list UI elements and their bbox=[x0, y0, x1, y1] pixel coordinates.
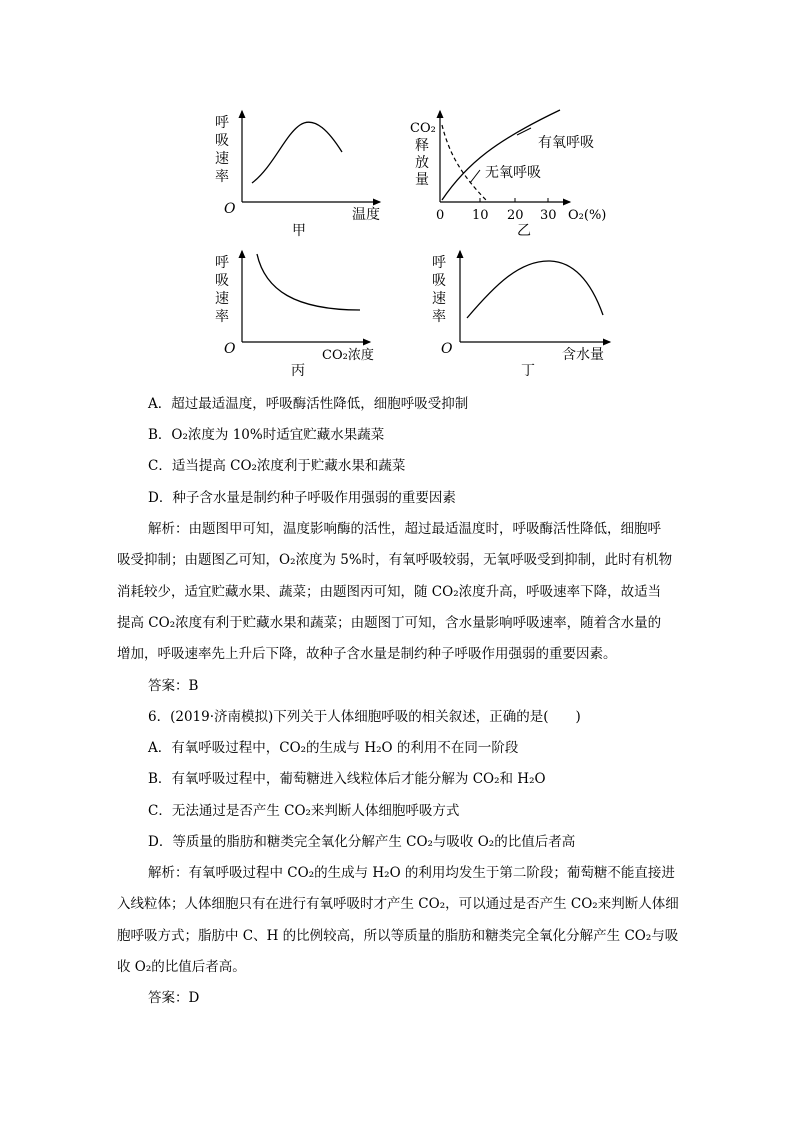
jia-origin: O bbox=[224, 201, 236, 217]
jia-ylabel-2: 吸 bbox=[215, 133, 229, 149]
yi-tick-20: 20 bbox=[507, 208, 524, 223]
bing-ylabel-1: 呼 bbox=[215, 255, 229, 271]
yi-aerobic-curve bbox=[442, 110, 560, 200]
yi-tick-10: 10 bbox=[472, 208, 489, 223]
ding-xlabel: 含水量 bbox=[562, 347, 604, 363]
jia-ylabel-1: 呼 bbox=[215, 115, 229, 131]
bing-origin: O bbox=[224, 341, 236, 357]
yi-ylabel-1: 释 bbox=[415, 138, 429, 154]
yi-caption: 乙 bbox=[517, 223, 531, 239]
chart-bing bbox=[215, 251, 374, 379]
q6-stem: 6．(2019·济南模拟)下列关于人体细胞呼吸的相关叙述，正确的是( ) bbox=[148, 709, 581, 725]
q6-analysis-line-4: 收 O₂的比值后者高。 bbox=[117, 959, 246, 975]
ding-caption: 丁 bbox=[521, 363, 535, 379]
q5-option-a: A．超过最适温度，呼吸酶活性降低，细胞呼吸受抑制 bbox=[148, 396, 469, 412]
bing-caption: 丙 bbox=[291, 363, 305, 379]
ding-ylabel-3: 速 bbox=[432, 291, 446, 307]
q6-analysis-line-2: 入线粒体；人体细胞只有在进行有氧呼吸时才产生 CO₂，可以通过是否产生 CO₂来判断人体细 bbox=[117, 896, 679, 912]
q6-option-b: B．有氧呼吸过程中，葡萄糖进入线粒体后才能分解为 CO₂和 H₂O bbox=[148, 771, 546, 787]
respiration-figure bbox=[205, 105, 625, 380]
q5-analysis-line-1: 解析：由题图甲可知，温度影响酶的活性，超过最适温度时，呼吸酶活性降低，细胞呼 bbox=[148, 521, 661, 537]
q5-analysis-line-3: 消耗较少，适宜贮藏水果、蔬菜；由题图丙可知，随 CO₂浓度升高，呼吸速率下降，故适当 bbox=[117, 584, 662, 600]
yi-xlabel: O₂(%) bbox=[568, 208, 607, 223]
chart-jia bbox=[215, 111, 380, 239]
q5-analysis-line-5: 增加，呼吸速率先上升后下降，故种子含水量是制约种子呼吸作用强弱的重要因素。 bbox=[117, 646, 617, 662]
jia-ylabel-3: 速 bbox=[215, 151, 229, 167]
jia-curve bbox=[252, 122, 342, 183]
yi-ylabel-co2: CO₂ bbox=[410, 121, 436, 136]
ding-ylabel-2: 吸 bbox=[432, 273, 446, 289]
q6-option-c: C．无法通过是否产生 CO₂来判断人体细胞呼吸方式 bbox=[148, 803, 460, 819]
yi-anaerobic-label: 无氧呼吸 bbox=[485, 165, 541, 181]
yi-origin: 0 bbox=[436, 208, 445, 223]
bing-ylabel-2: 吸 bbox=[215, 273, 229, 289]
q6-analysis-line-1: 解析：有氧呼吸过程中 CO₂的生成与 H₂O 的利用均发生于第二阶段；葡萄糖不能直接进 bbox=[148, 865, 675, 881]
q5-answer: 答案：B bbox=[148, 678, 199, 694]
q5-option-b: B．O₂浓度为 10%时适宜贮藏水果蔬菜 bbox=[148, 427, 385, 443]
q5-option-c: C．适当提高 CO₂浓度利于贮藏水果和蔬菜 bbox=[148, 458, 406, 474]
q6-answer: 答案：D bbox=[148, 990, 200, 1006]
ding-ylabel-4: 率 bbox=[432, 309, 446, 325]
q6-option-a: A．有氧呼吸过程中，CO₂的生成与 H₂O 的利用不在同一阶段 bbox=[148, 740, 519, 756]
ding-curve bbox=[467, 261, 603, 318]
yi-ylabel-2: 放 bbox=[415, 155, 429, 171]
yi-ylabel-3: 量 bbox=[415, 172, 429, 188]
ding-ylabel-1: 呼 bbox=[432, 255, 446, 271]
q5-option-d: D．种子含水量是制约种子呼吸作用强弱的重要因素 bbox=[148, 490, 456, 506]
chart-ding bbox=[432, 251, 610, 379]
jia-caption: 甲 bbox=[292, 223, 306, 239]
ding-origin: O bbox=[441, 341, 453, 357]
yi-tick-30: 30 bbox=[540, 208, 557, 223]
q6-analysis-line-3: 胞呼吸方式；脂肪中 C、H 的比例较高，所以等质量的脂肪和糖类完全氧化分解产生 CO₂与吸 bbox=[117, 928, 679, 944]
jia-xlabel: 温度 bbox=[352, 207, 380, 223]
yi-aerobic-label: 有氧呼吸 bbox=[538, 135, 594, 151]
bing-xlabel: CO₂浓度 bbox=[322, 348, 374, 363]
q6-option-d: D．等质量的脂肪和糖类完全氧化分解产生 CO₂与吸收 O₂的比值后者高 bbox=[148, 834, 576, 850]
q5-analysis-line-2: 吸受抑制；由题图乙可知，O₂浓度为 5%时，有氧呼吸较弱，无氧呼吸受到抑制，此时有机物 bbox=[117, 552, 673, 568]
bing-ylabel-3: 速 bbox=[215, 291, 229, 307]
bing-curve bbox=[257, 254, 360, 310]
chart-yi bbox=[410, 110, 606, 239]
jia-ylabel-4: 率 bbox=[215, 169, 229, 185]
q5-analysis-line-4: 提高 CO₂浓度有利于贮藏水果和蔬菜；由题图丁可知，含水量影响呼吸速率，随着含水量的 bbox=[117, 615, 662, 631]
bing-ylabel-4: 率 bbox=[215, 309, 229, 325]
